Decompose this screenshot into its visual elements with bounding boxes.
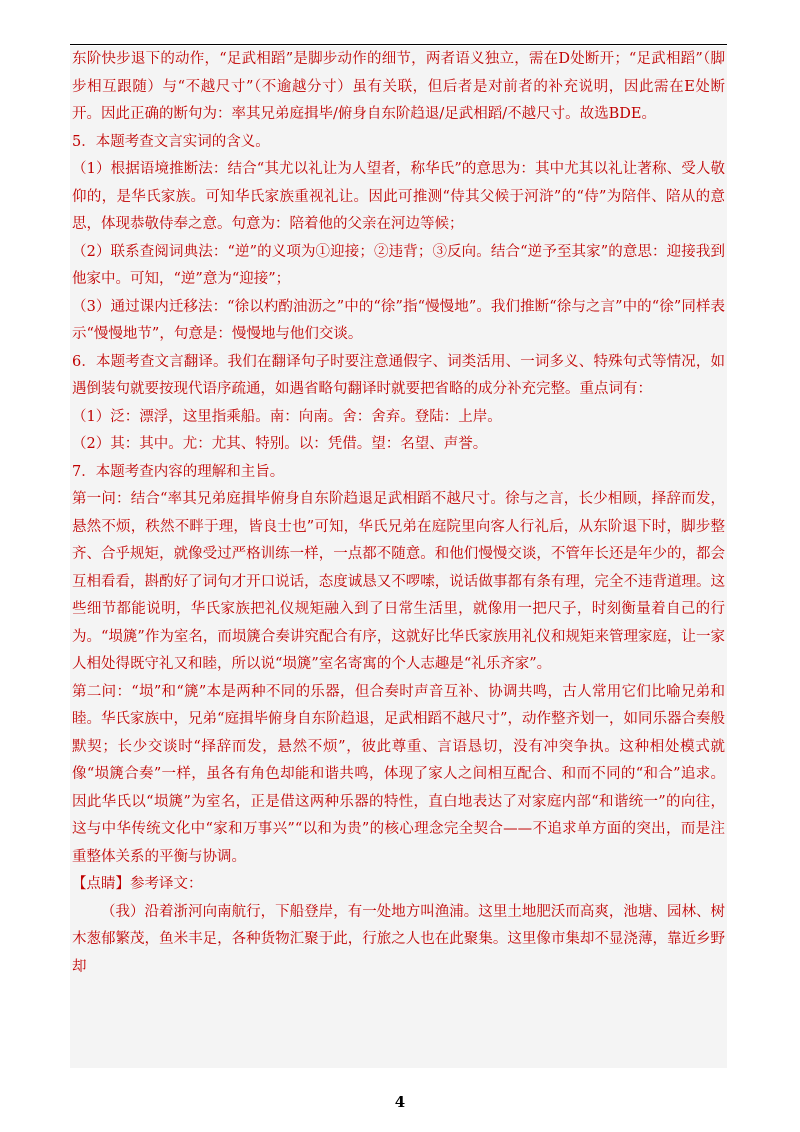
reference-translation-text: （我）沿着浙河向南航行，下船登岸，有一处地方叫渔浦。这里土地肥沃而高爽，池塘、园林、树木葱郁繁茂，鱼米丰足，各种货物汇聚于此，行旅之人也在此聚集。这里像市集却不显浇薄，靠近乡野却 xyxy=(72,903,725,975)
page-number: 4 xyxy=(394,1093,406,1111)
question-5-item-1: （1）根据语境推断法：结合“其尤以礼让为人望者，称华氏”的意思为：其中尤其以礼让著称、受人敬仰的，是华氏家族。可知华氏家族重视礼让。因此可推测“侍其父候于河浒”的“侍”为陪伴、陪从的意思，体现恭敬侍奉之意。句意为：陪着他的父亲在河边等候； xyxy=(72,161,725,232)
question-6-heading: 6．本题考查文言翻译。我们在翻译句子时要注意通假字、词类活用、一词多义、特殊句式等情况，如遇倒装句就要按现代语序疏通，如遇省略句翻译时就要把省略的成分补充完整。重点词有： xyxy=(72,353,725,397)
document-body xyxy=(70,46,727,1068)
question-5-heading: 5．本题考查文言实词的含义。 xyxy=(72,133,270,150)
question-7-part-1: 第一问：结合“率其兄弟庭揖毕俯身自东阶趋退足武相蹈不越尺寸。徐与之言，长少相顾，择辞而发，悬然不烦，秩然不畔于理，皆良士也”可知，华氏兄弟在庭院里向客人行礼后，从东阶退下时，脚步整齐、合乎规矩，就像受过严格训练一样，一点都不随意。和他们慢慢交谈，不管年长还是年少的，都会互相看看，斟酌好了词句才开口说话，态度诚恳又不啰嗦，说话做事都有条有理，完全不违背道理。这些细节都能说明，华氏家族把礼仪规矩融入到了日常生活里，就像用一把尺子，时刻衡量着自己的行为。“埙篪”作为室名，而埙篪合奏讲究配合有序，这就好比华氏家族用礼仪和规矩来管理家庭，让一家人相处得既守礼又和睦，所以说“埙篪”室名寄寓的个人志趣是“礼乐齐家”。 xyxy=(72,491,725,672)
question-7-part-2: 第二问：“埙”和“篪”本是两种不同的乐器，但合奏时声音互补、协调共鸣，古人常用它们比喻兄弟和睦。华氏家族中，兄弟“庭揖毕俯身自东阶趋退，足武相蹈不越尺寸”，动作整齐划一，如同乐器合奏般默契；长少交谈时“择辞而发，悬然不烦”，彼此尊重、言语恳切，没有冲突争执。这种相处模式就像“埙篪合奏”一样，虽各有角色却能和谐共鸣，体现了家人之间相互配合、和而不同的“和合”追求。因此华氏以“埙篪”为室名，正是借这两种乐器的特性，直白地表达了对家庭内部“和谐统一”的向往，这与中华传统文化中“家和万事兴”“以和为贵”的核心理念完全契合——不追求单方面的突出，而是注重整体关系的平衡与协调。 xyxy=(72,683,725,865)
question-7-heading: 7．本题考查内容的理解和主旨。 xyxy=(72,463,285,480)
header-rule xyxy=(70,44,727,45)
question-5-item-3: （3）通过课内迁移法：“徐以杓酌油沥之”中的“徐”指“慢慢地”。我们推断“徐与之言”中的“徐”同样表示“慢慢地节”，句意是：慢慢地与他们交谈。 xyxy=(72,298,725,342)
reference-translation-heading: 【点睛】参考译文： xyxy=(72,876,203,892)
question-6-item-1: （1）泛：漂浮，这里指乘船。南：向南。舍：舍弃。登陆：上岸。 xyxy=(72,408,502,425)
question-6-item-2: （2）其：其中。尤：尤其、特别。以：凭借。望：名望、声誉。 xyxy=(72,436,488,452)
paragraph-continuation: 东阶快步退下的动作，“足武相蹈”是脚步动作的细节，两者语义独立，需在D处断开；“足武相蹈”（脚步相互跟随）与“不越尺寸”（不逾越分寸）虽有关联，但后者是对前者的补充说明，因此需在E处断开。因此正确的断句为：率其兄弟庭揖毕/俯身自东阶趋退/足武相蹈/不越尺寸。故选BDE。 xyxy=(72,51,725,122)
question-5-item-2: （2）联系查阅词典法：“逆”的义项为①迎接；②违背；③反向。结合“逆予至其家”的意思：迎接我到他家中。可知，“逆”意为“迎接”； xyxy=(72,243,725,287)
